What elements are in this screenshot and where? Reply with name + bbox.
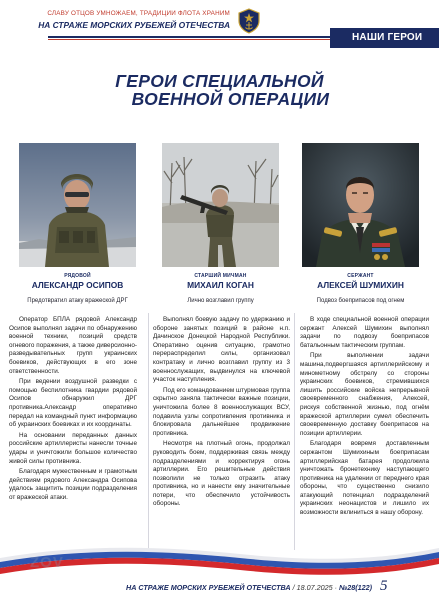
- story-paragraph: На основании переданных данных российские артиллеристы нанесли точные удары и уничтожили большое количество живой силы противника.: [9, 431, 137, 465]
- hero-story: [300, 316, 429, 518]
- story-paragraph: Благодаря мужественным и грамотным действиям рядового Александра Осипова удалось защитить позиции подразделения от вражеской атаки.: [9, 468, 137, 501]
- column-divider: [294, 313, 295, 550]
- footer-paper-info: [0, 583, 372, 592]
- hero-rank: СТАРШИЙ МИЧМАН: [194, 273, 247, 279]
- masthead-title: НА СТРАЖЕ МОРСКИХ РУБЕЖЕЙ ОТЕЧЕСТВА: [38, 20, 230, 30]
- page-number: 5: [380, 578, 388, 594]
- hero-rank: СЕРЖАНТ: [347, 273, 374, 279]
- column-divider: [148, 313, 149, 550]
- page-title-line-1: ГЕРОИ СПЕЦИАЛЬНОЙ: [115, 71, 324, 91]
- hero-story: [9, 316, 137, 502]
- hero-caption: Лично возглавил группу: [187, 298, 254, 304]
- hero-name: МИХАИЛ КОГАН: [187, 280, 254, 290]
- zov-watermark: ZOV: [30, 554, 64, 571]
- hero-caption: Подвоз боеприпасов под огнем: [316, 298, 405, 304]
- hero-column-kogan: [153, 143, 290, 511]
- hero-name: АЛЕКСЕЙ ШУМИХИН: [317, 280, 404, 290]
- story-paragraph: Под его командованием штурмовая группа скрытно заняла тактически важные позиции, уничтожила более 8 военнослужащих ВСУ, подавила узлы сопротивления противника и блокировала дальнейшее продвижение противника.: [153, 386, 290, 437]
- hero-photo-kogan: [162, 143, 279, 267]
- hero-column-osipov: [9, 143, 137, 504]
- hero-story: [153, 316, 290, 509]
- page-title-line-2: ВОЕННОЙ ОПЕРАЦИИ: [131, 89, 330, 109]
- story-paragraph: При ведении воздушной разведки с помощью беспилотника гвардии рядовой Осипов обнаружил ДРГ противника.Александр оперативно передал на командный пункт информацию об украинских боевиках и их координаты.: [9, 378, 137, 429]
- hero-photo-shumikhin: [302, 143, 419, 267]
- header-rule-accent: [48, 39, 330, 40]
- naval-emblem-icon: [237, 8, 261, 34]
- hero-column-shumikhin: [300, 143, 429, 520]
- hero-caption: Предотвратил атаку вражеской ДРГ: [27, 298, 128, 304]
- section-label: НАШИ ГЕРОИ: [330, 28, 439, 48]
- footer-date: / 18.07.2025 ·: [292, 583, 337, 592]
- tricolor-wave: [0, 540, 439, 580]
- masthead-motto: СЛАВУ ОТЦОВ УМНОЖАЕМ, ТРАДИЦИИ ФЛОТА ХРАНИМ: [47, 10, 230, 17]
- story-paragraph: Оператор БПЛА рядовой Александр Осипов выполнял задачи по обнаружению военной техники, позиций средств огневого поражения, а также диверсионно-разведывательных групп украинских боевиков, действующих в его зоне ответственности.: [9, 316, 137, 375]
- footer-paper-title: НА СТРАЖЕ МОРСКИХ РУБЕЖЕЙ ОТЕЧЕСТВА: [126, 583, 291, 592]
- hero-name: АЛЕКСАНДР ОСИПОВ: [31, 280, 124, 290]
- footer-issue: №28(122): [338, 583, 372, 592]
- header-rule: [48, 36, 330, 38]
- hero-photo-osipov: [19, 143, 136, 267]
- page-header: [0, 0, 439, 58]
- story-paragraph: Выполнял боевую задачу по удержанию и обороне занятых позиций в районе н.п. Дачинское Донецкой Народной Республики. Оперативно оценив ситуацию, грамотно перераспределил силы, организовал контратаку и лично возглавил группу из 3 военнослужащих, выдвинулся на ключевой участок наступления.: [153, 316, 290, 384]
- story-paragraph: При выполнении задачи машина,подвергшаяся артиллерийскому и минометному обстрелу со стороны украинских боевиков, стремившихся лишить российские войска непрерывной своевременного снабжения, Алексей, рискуя собственной жизнью, под огнём вражеской артиллерии сумел обеспечить своевременную доставку боеприпасов на позиции артиллерии.: [300, 352, 429, 437]
- story-paragraph: Несмотря на плотный огонь, продолжал руководить боем, поддерживая связь между подразделениями и корректируя огонь артиллерии. Его решительные действия позволили не только отразить атаку противника, но и нанести ему значительные потери, что обеспечило устойчивость обороны.: [153, 440, 290, 508]
- hero-rank: РЯДОВОЙ: [64, 273, 91, 279]
- story-paragraph: Благодаря вовремя доставленным сержантом Шумихиным боеприпасам артиллерийская батарея продолжила уничтожать бронетехнику наступающего противника на удалении от переднего края обороны, что существенно снизило атакующий потенциал подразделений украинских неонацистов и лишило их возможности вклиниться в нашу оборону.: [300, 440, 429, 517]
- story-paragraph: В ходе специальной военной операции сержант Алексей Шумихин выполнял задачи по подвозу боеприпасов батальонным тактическим группам.: [300, 316, 429, 349]
- page-footer: [0, 578, 439, 600]
